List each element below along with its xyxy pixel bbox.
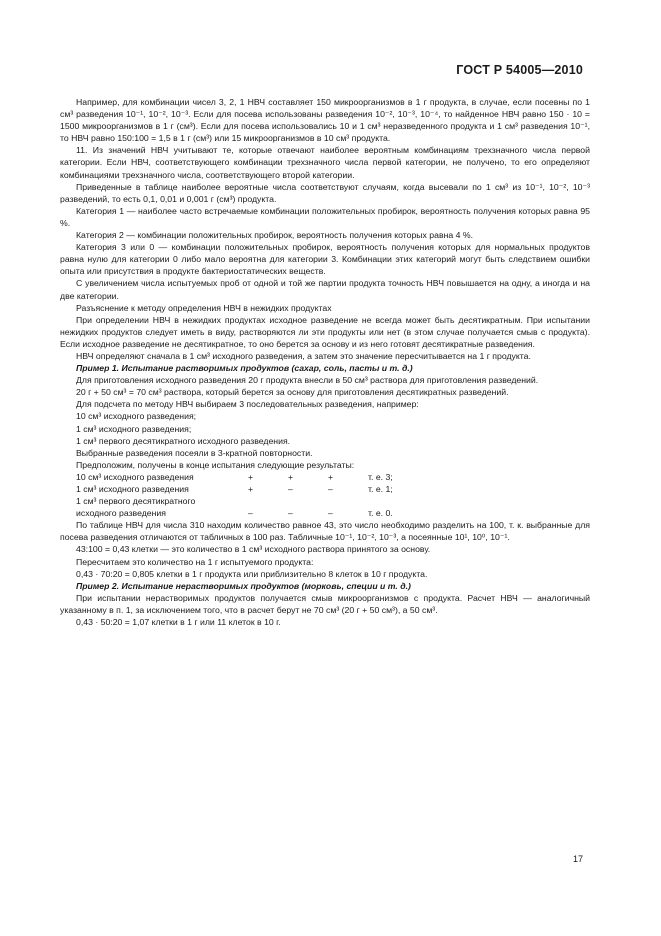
paragraph: С увеличением числа испытуемых проб от одной и той же партии продукта точность НВЧ повышается на одну, а иногда и на две категории. [60,278,590,301]
paragraph: Выбранные разведения посеяли в 3-кратной повторности. [76,447,313,458]
paragraph: 1 см³ исходного разведения; [76,423,192,434]
paragraph: Разъяснение к методу определения НВЧ в нежидких продуктах [76,302,332,313]
page-content [60,96,590,628]
paragraph: Для приготовления исходного разведения 20 г продукта внесли в 50 см³ раствора для приготовления разведений. [76,375,539,386]
paragraph: Категория 2 — комбинации положительных пробирок, вероятность получения которых равна 4 %. [76,230,474,241]
result-row [60,483,590,495]
result-mark [248,495,288,507]
example-2-title: Пример 2. Испытание нерастворимых продуктов (морковь, специи и т. д.) [76,580,411,591]
result-label: исходного разведения [76,508,166,519]
paragraph: 20 г + 50 см³ = 70 см³ раствора, который берется за основу для приготовления десятикратных разведений. [76,387,509,398]
result-label: 1 см³ исходного разведения [76,484,189,494]
paragraph: 10 см³ исходного разведения; [76,411,197,422]
result-row [60,471,590,483]
paragraph: Для подсчета по методу НВЧ выбираем 3 последовательных разведения, например: [76,399,419,410]
result-label: 10 см³ исходного разведения [76,471,194,482]
result-mark: – [248,508,253,519]
paragraph: Пересчитаем это количество на 1 г испытуемого продукта: [76,556,314,567]
paragraph: 11. Из значений НВЧ учитывают те, которые отвечают наиболее вероятным комбинациям трехзначного числа первой категории. Если НВЧ, соответствующего комбинации трехзначного числа первой категории, не получено, то его определяют комбинациями трехзначного числа, соответствующего второй категории. [60,145,590,180]
document-header: ГОСТ Р 54005—2010 [456,63,583,77]
paragraph: Например, для комбинации чисел 3, 2, 1 НВЧ составляет 150 микроорганизмов в 1 г продукта, в случае, если посевны по 1 см³ разведения 10⁻¹, 10⁻², 10⁻³. Если для посева использованы разведения 10⁻², 10⁻³, 10⁻⁴, то найденное НВЧ равно 150 · 10 = 1500 микроорганизмов в 1 г (см³). Если для посева использовались 10 и 1 см³ неразведенного продукта и 1 см³ разведения 10⁻¹, то НВЧ равно 150:100 = 1,5 в 1 г (см³) или 15 микроорганизмов в 10 см³ продукта. [60,97,590,144]
paragraph: НВЧ определяют сначала в 1 см³ исходного разведения, а затем это значение пересчитывается на 1 г продукта. [76,350,531,361]
paragraph: 43:100 = 0,43 клетки — это количество в 1 см³ исходного раствора принятого за основу. [76,544,431,555]
result-mark: – [328,508,333,519]
paragraph: 1 см³ первого десятикратного исходного разведения. [76,435,291,446]
result-mark: – [288,508,293,519]
result-total: т. е. 0. [368,508,393,519]
paragraph: 0,43 · 50:20 = 1,07 клетки в 1 г или 11 клеток в 10 г. [76,617,281,628]
result-mark: + [248,484,254,494]
result-row [60,495,590,507]
paragraph: Категория 1 — наиболее часто встречаемые комбинации положительных пробирок, вероятность получения которых равна 95 %. [60,205,590,228]
paragraph: При определении НВЧ в нежидких продуктах исходное разведение не всегда может быть десятикратным. При испытании нежидких продуктов следует иметь в виду, растворяются ли эти продукты или нет (в этом случае получается смыв с продукта). Если исходное разведение не десятикратное, то оно берется за основу и из него готовят десятикратные разведения. [60,314,590,349]
result-mark: + [288,471,294,482]
paragraph: Приведенные в таблице наиболее вероятные числа соответствуют случаям, когда высевали по 1 см³ из 10⁻¹, 10⁻², 10⁻³ разведений, то есть 0,1, 0,01 и 0,001 г (см³) продукта. [60,181,590,204]
paragraph: Категория 3 или 0 — комбинации положительных пробирок, вероятность получения которых для нормальных продуктов равна нулю для категории 0 либо мало вероятна для категории 3. Комбинации этих категорий могут быть следствием ошибки опыта или присутствия в продукте бактериостатических веществ. [60,242,590,277]
paragraph: 0,43 · 70:20 = 0,805 клетки в 1 г продукта или приблизительно 8 клеток в 10 г продукта. [76,568,428,579]
result-mark: – [328,484,333,494]
result-mark [328,495,368,507]
result-row [60,507,590,519]
paragraph: Предположим, получены в конце испытания следующие результаты: [76,459,355,470]
example-1-title: Пример 1. Испытание растворимых продуктов (сахар, соль, пасты и т. д.) [76,363,413,374]
page-number: 17 [572,854,583,864]
result-mark: + [248,471,254,482]
paragraph: По таблице НВЧ для числа 310 находим количество равное 43, это число необходимо разделить на 100, т. к. выбранные для посева разведения отличаются от табличных в 100 раз. Табличные 10⁻¹, 10⁻², 10⁻³, а посеянные 10¹, 10⁰, 10⁻¹. [60,520,590,543]
result-mark [288,495,328,507]
result-label: 1 см³ первого десятикратного [76,496,196,507]
result-total [368,495,448,507]
result-mark: – [288,484,293,494]
result-mark: + [328,471,334,482]
result-total: т. е. 1; [368,484,393,494]
result-total: т. е. 3; [368,471,393,482]
paragraph: При испытании нерастворимых продуктов получается смыв микроорганизмов с продукта. Расчет НВЧ — аналогичный указанному в п. 1, за исключением того, что в расчет берут не 70 см³ (20 г + 50 см³), а 50 см³. [60,592,590,615]
